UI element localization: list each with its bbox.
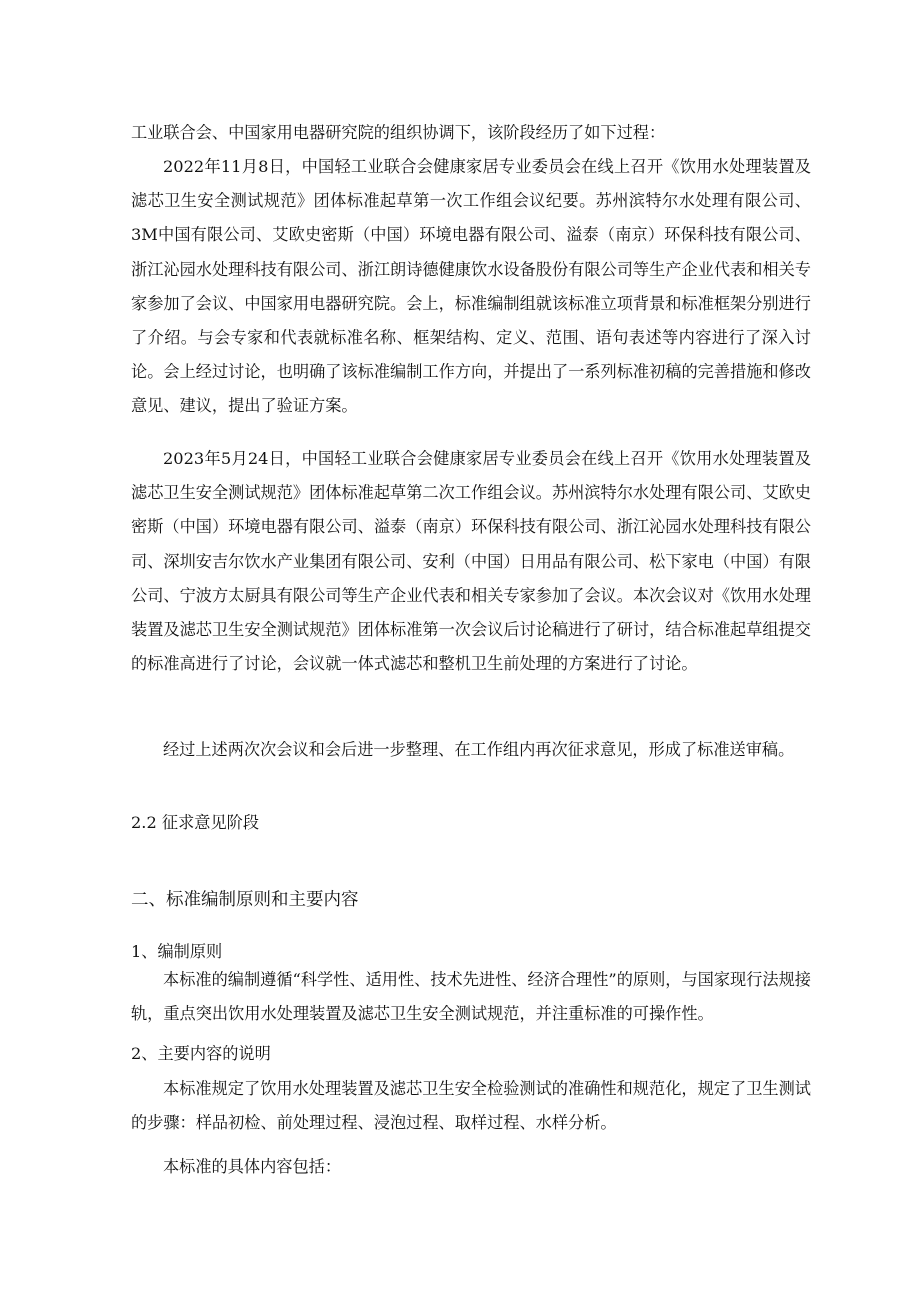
paragraph-compilation-principles: 本标准的编制遵循“科学性、适用性、技术先进性、经济合理性”的原则，与国家现行法规接轨，重点突出饮用水处理装置及滤芯卫生安全测试规范，并注重标准的可操作性。	[131, 970, 811, 1024]
paragraph-second-meeting: 2023年5月24日，中国轻工业联合会健康家居专业委员会在线上召开《饮用水处理装置及滤芯卫生安全测试规范》团体标准起草第二次工作组会议。苏州滨特尔水处理有限公司、艾欧史密斯（中国）环境电器有限公司、溢泰（南京）环保科技有限公司、浙江沁园水处理科技有限公司、深圳安吉尔饮水产业集团有限公司、安利（中国）日用品有限公司、松下家电（中国）有限公司、宁波方太厨具有限公司等生产企业代表和相关专家参加了会议。本次会议对《饮用水处理装置及滤芯卫生安全测试规范》团体标准第一次会议后讨论稿进行了研讨，结合标准起草组提交的标准高进行了讨论，会议就一体式滤芯和整机卫生前处理的方案进行了讨论。	[131, 449, 811, 674]
subheading-compilation-principles: 1、编制原则	[131, 942, 223, 961]
subsection-heading-2-2: 2.2 征求意见阶段	[131, 813, 260, 832]
paragraph-summary: 经过上述两次次会议和会后进一步整理、在工作组内再次征求意见，形成了标准送审稿。	[163, 740, 795, 759]
section-heading-2: 二、标准编制原则和主要内容	[131, 890, 359, 910]
paragraph-specific-content: 本标准的具体内容包括：	[163, 1157, 342, 1176]
paragraph-main-content: 本标准规定了饮用水处理装置及滤芯卫生安全检验测试的准确性和规范化，规定了卫生测试的步骤：样品初检、前处理过程、浸泡过程、取样过程、水样分析。	[131, 1079, 811, 1133]
paragraph-intro-continuation: 工业联合会、中国家用电器研究院的组织协调下，该阶段经历了如下过程：	[131, 123, 666, 142]
paragraph-first-meeting: 2022年11月8日，中国轻工业联合会健康家居专业委员会在线上召开《饮用水处理装置及滤芯卫生安全测试规范》团体标准起草第一次工作组会议纪要。苏州滨特尔水处理有限公司、3M中国有限公司、艾欧史密斯（中国）环境电器有限公司、溢泰（南京）环保科技有限公司、浙江沁园水处理科技有限公司、浙江朗诗德健康饮水设备股份有限公司等生产企业代表和相关专家参加了会议、中国家用电器研究院。会上，标准编制组就该标准立项背景和标准框架分别进行了介绍。与会专家和代表就标准名称、框架结构、定义、范围、语句表述等内容进行了深入讨论。会上经过讨论，也明确了该标准编制工作方向，并提出了一系列标准初稿的完善措施和修改意见、建议，提出了验证方案。	[131, 157, 811, 416]
subheading-main-content: 2、主要内容的说明	[131, 1044, 271, 1063]
